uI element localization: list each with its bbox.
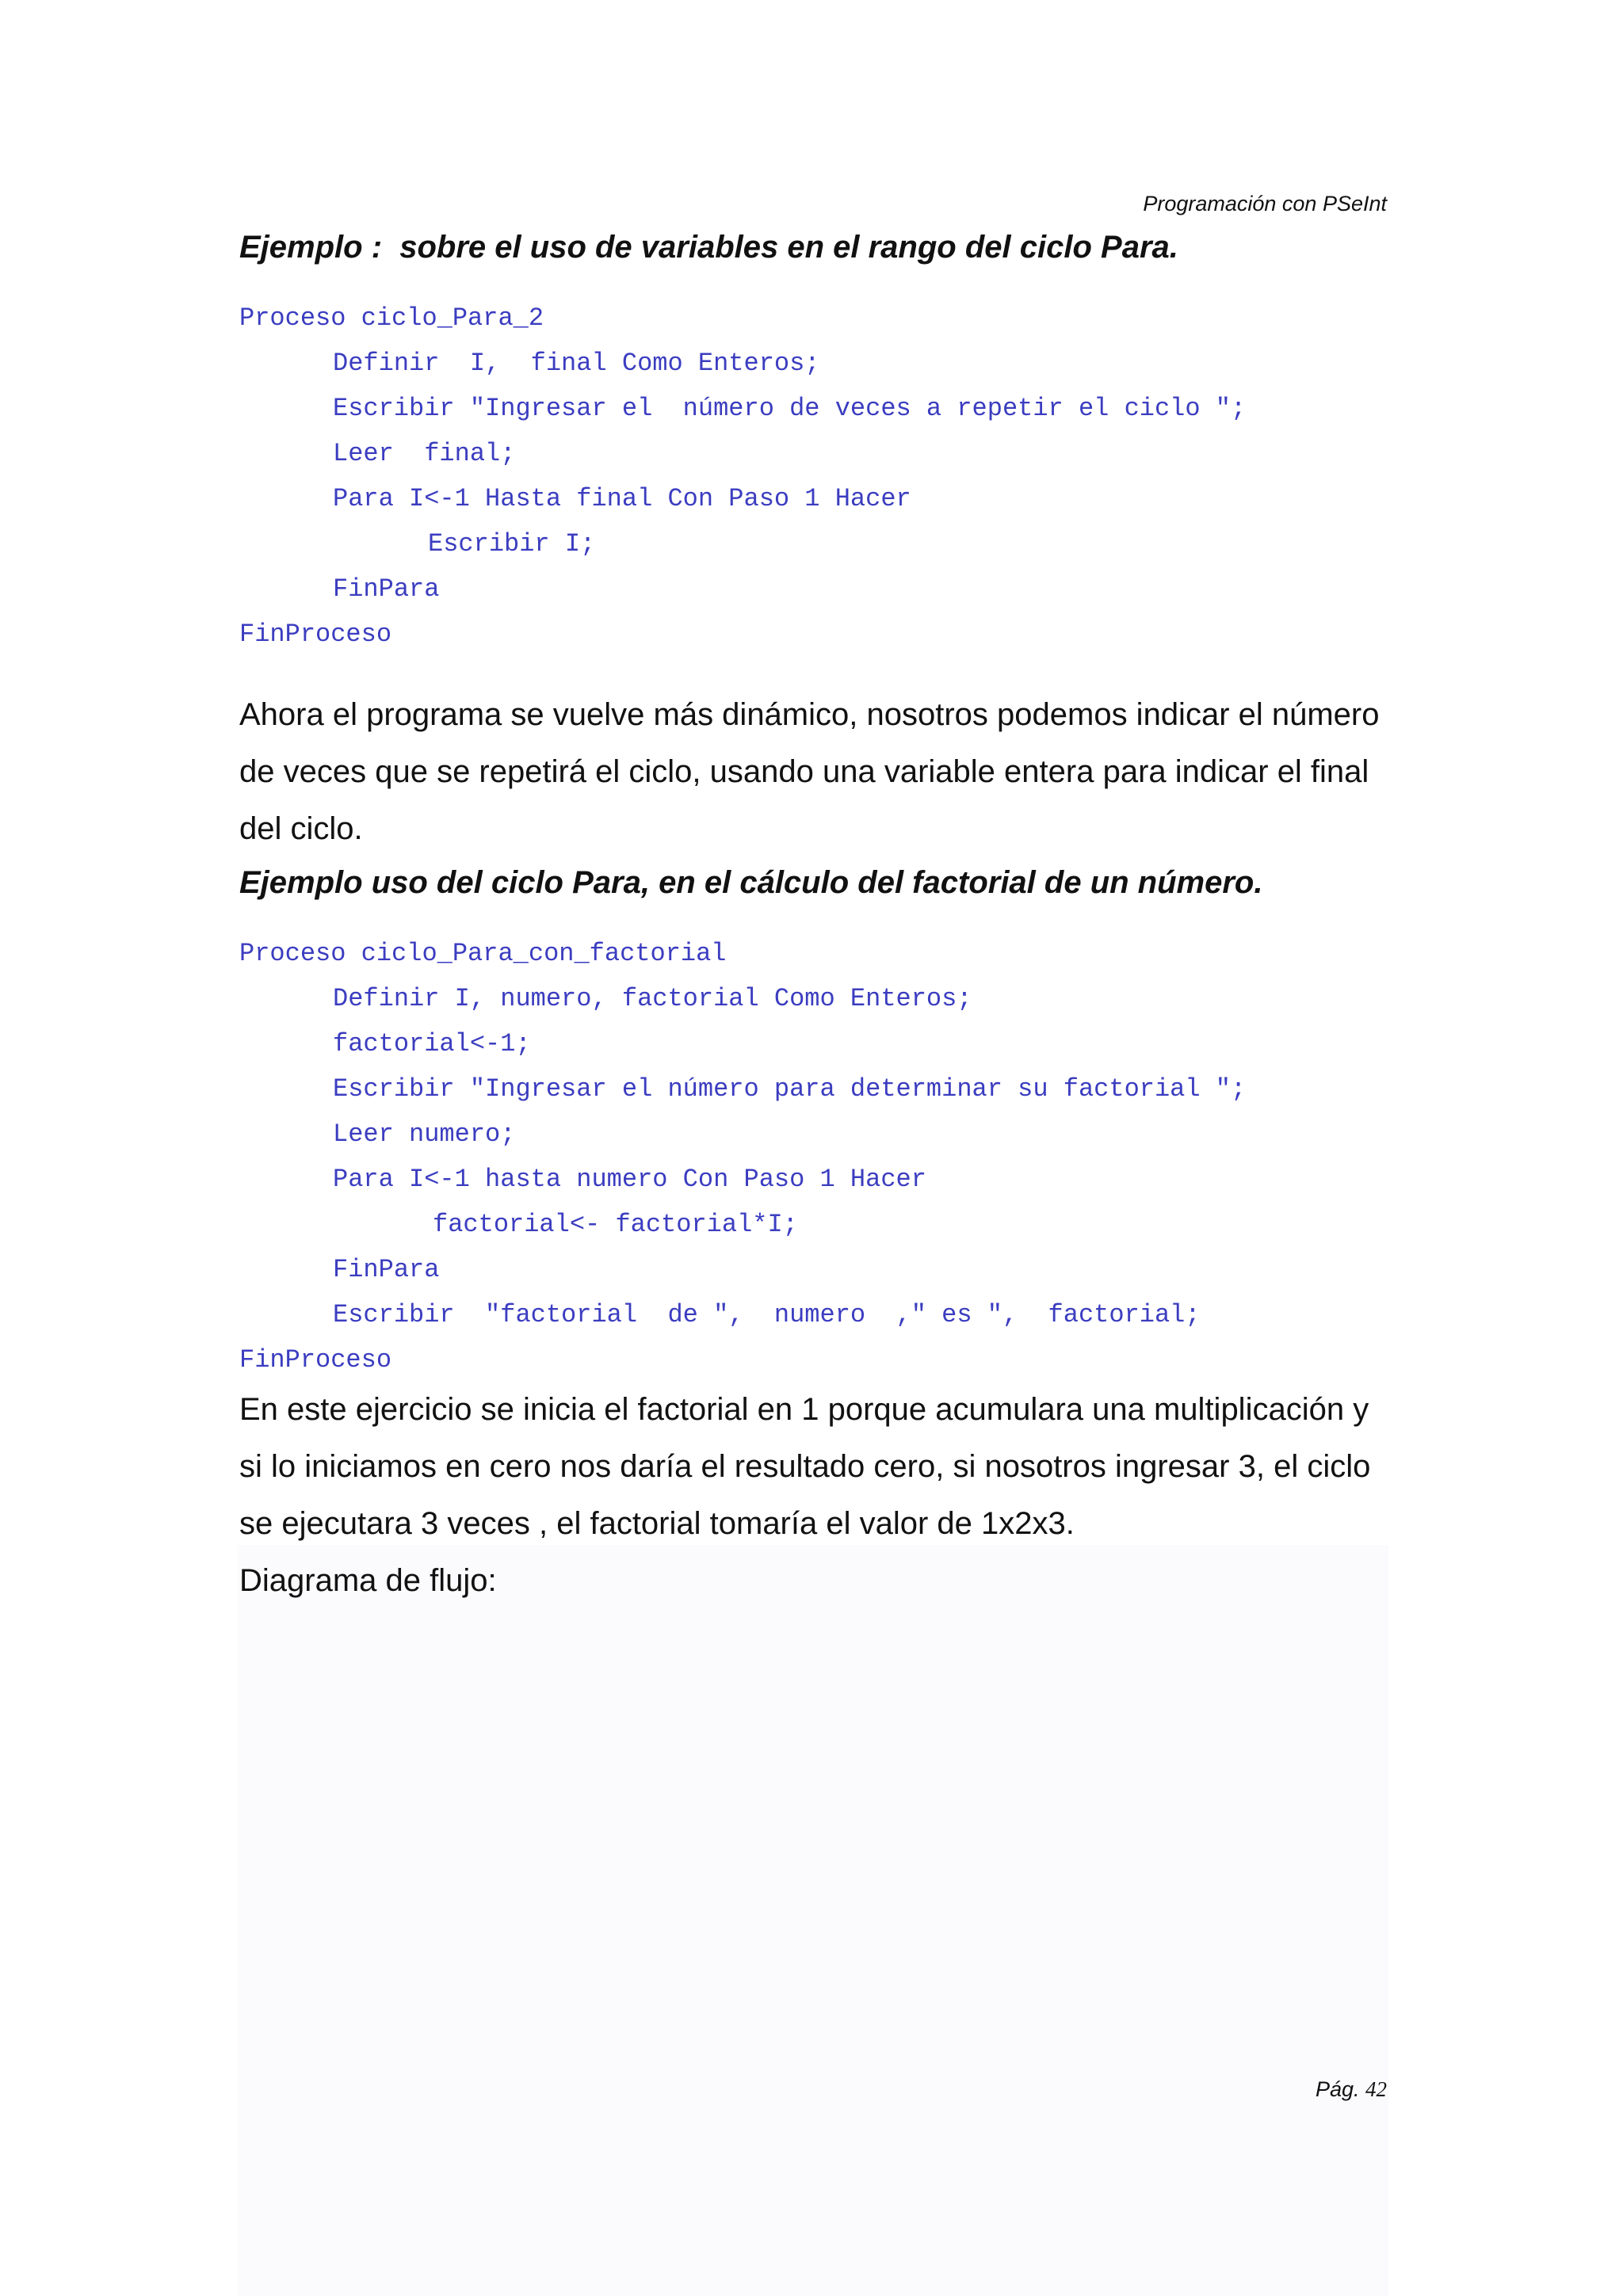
code-line: FinPara: [333, 574, 440, 604]
code-line: Escribir "Ingresar el número para determinar su factorial ";: [333, 1074, 1247, 1104]
code-line: Definir I, final Como Enteros;: [333, 349, 820, 378]
code-line: Escribir "Ingresar el número de veces a repetir el ciclo ";: [333, 394, 1247, 423]
page-number: 42: [1365, 2077, 1387, 2101]
code-line: Para I<-1 Hasta final Con Paso 1 Hacer: [333, 484, 911, 513]
paragraph-line: Ahora el programa se vuelve más dinámico, nosotros podemos indicar el número: [239, 697, 1380, 732]
code-line: Proceso ciclo_Para_con_factorial: [239, 939, 727, 968]
code-line: FinPara: [333, 1255, 440, 1284]
page-footer: [1189, 2077, 1387, 2102]
code-line: FinProceso: [239, 1345, 392, 1375]
code-line: factorial<- factorial*I;: [433, 1210, 798, 1239]
paragraph-line: si lo iniciamos en cero nos daría el resultado cero, si nosotros ingresar 3, el ciclo: [239, 1449, 1371, 1484]
code-line: factorial<-1;: [333, 1029, 531, 1058]
example-heading-factorial: Ejemplo uso del ciclo Para, en el cálculo del factorial de un número.: [239, 865, 1263, 900]
code-line: Leer final;: [333, 439, 516, 468]
code-block-ciclo-para-factorial: [239, 931, 1387, 1383]
flowchart-caption: Diagrama de flujo:: [239, 1563, 497, 1598]
code-line: Proceso ciclo_Para_2: [239, 303, 544, 333]
code-line: Escribir I;: [428, 529, 596, 559]
code-block-ciclo-para-2: [239, 296, 1387, 657]
explanation-paragraph-factorial: [239, 1381, 1388, 1609]
code-line: FinProceso: [239, 620, 392, 649]
code-line: Para I<-1 hasta numero Con Paso 1 Hacer: [333, 1165, 926, 1194]
running-header: Programación con PSeInt: [1143, 192, 1387, 215]
code-line: Leer numero;: [333, 1119, 516, 1149]
paragraph-line: de veces que se repetirá el ciclo, usando una variable entera para indicar el final: [239, 754, 1369, 789]
example-heading-variables: Ejemplo : sobre el uso de variables en el rango del ciclo Para.: [239, 230, 1178, 265]
paragraph-line: En este ejercicio se inicia el factorial en 1 porque acumulara una multiplicación y: [239, 1392, 1369, 1427]
explanation-paragraph-dynamic: [239, 686, 1388, 857]
code-line: Escribir "factorial de ", numero ," es ", factorial;: [333, 1300, 1201, 1329]
page-label: Pág.: [1315, 2077, 1360, 2101]
paragraph-line: se ejecutara 3 veces , el factorial tomaría el valor de 1x2x3.: [239, 1506, 1075, 1541]
code-line: Definir I, numero, factorial Como Enteros;: [333, 984, 972, 1013]
paragraph-line: del ciclo.: [239, 811, 363, 846]
flowchart-area: [238, 1545, 1388, 2296]
